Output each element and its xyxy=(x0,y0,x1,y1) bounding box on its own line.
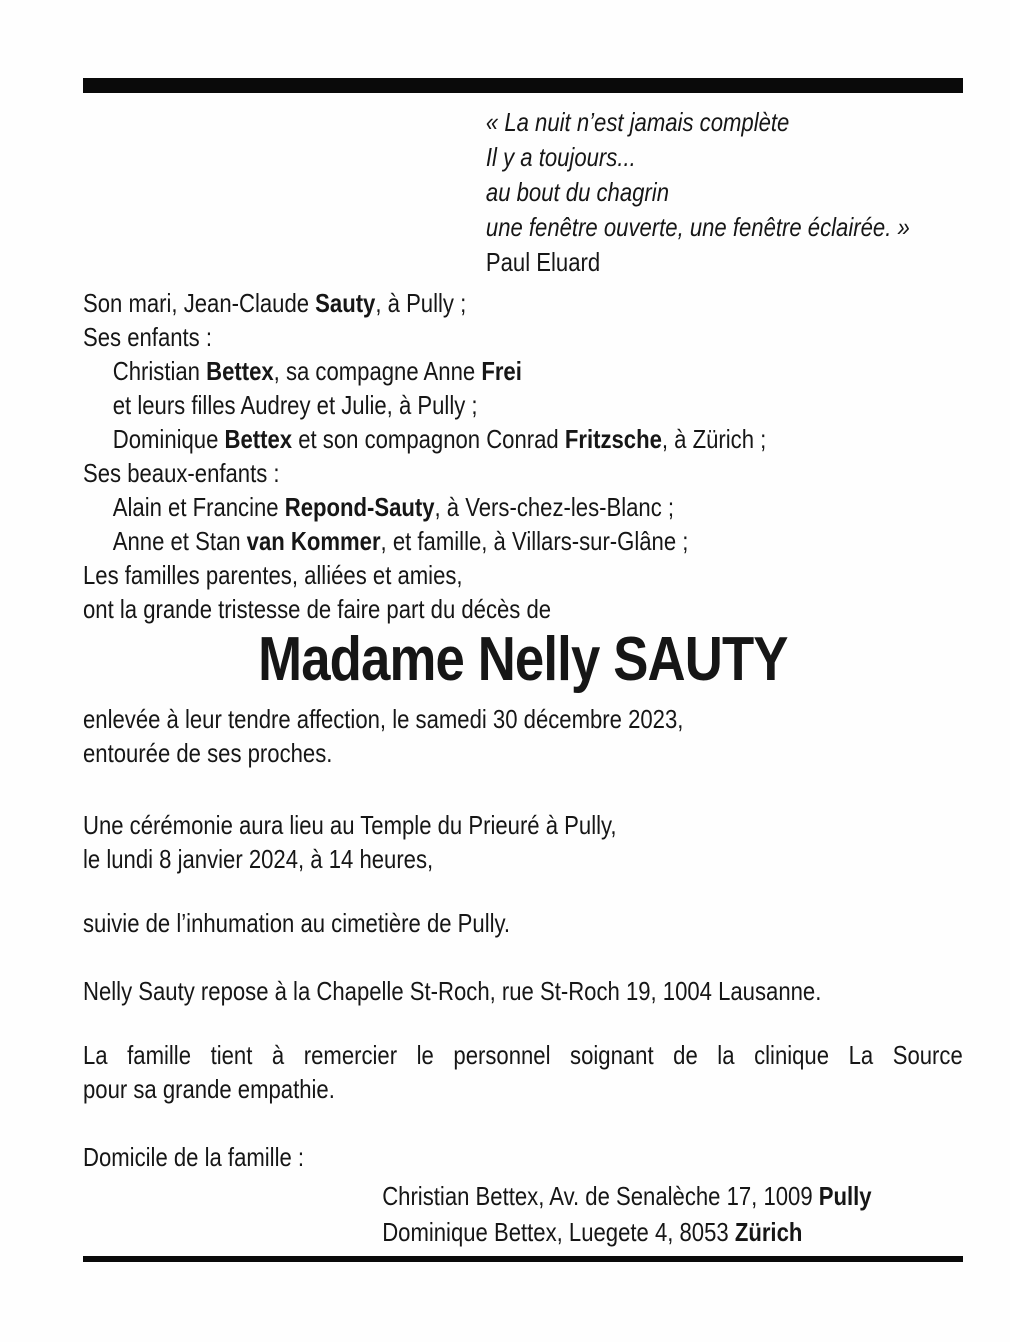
quote-line: une fenêtre ouverte, une fenêtre éclairée. » xyxy=(485,212,910,242)
family-list xyxy=(83,286,963,626)
emphasized-name: Bettex xyxy=(206,356,274,386)
emphasized-name: Sauty xyxy=(315,288,376,318)
text-line xyxy=(83,592,963,626)
emphasized-name: Pully xyxy=(818,1181,872,1211)
quote-line: « La nuit n’est jamais complète xyxy=(485,107,790,137)
text-line: La famille tient à remercier le personnel soignant de la clinique La Source xyxy=(83,1040,963,1070)
text-segment: Les familles parentes, alliées et amies, xyxy=(83,560,463,590)
text-line xyxy=(83,286,963,320)
text-line xyxy=(83,422,963,456)
passing-paragraph xyxy=(83,702,963,770)
text-line xyxy=(83,490,963,524)
notice-content xyxy=(83,0,963,1262)
text-segment: , et famille, à Villars-sur-Glâne ; xyxy=(380,526,689,556)
emphasized-name: Repond-Sauty xyxy=(284,492,435,522)
text-segment: , sa compagne Anne xyxy=(273,356,482,386)
text-line: entourée de ses proches. xyxy=(83,738,333,768)
emphasized-name: Fritzsche xyxy=(564,424,662,454)
text-line: Une cérémonie aura lieu au Temple du Prieuré à Pully, xyxy=(83,810,617,840)
quote-line: au bout du chagrin xyxy=(485,177,669,207)
burial-paragraph xyxy=(83,906,963,940)
emphasized-name: Frei xyxy=(481,356,522,386)
text-segment: , à Pully ; xyxy=(375,288,467,318)
emphasized-name: Zürich xyxy=(734,1217,803,1247)
text-segment: Christian xyxy=(112,356,207,386)
text-segment: Dominique xyxy=(112,424,225,454)
text-segment: Dominique Bettex, Luegete 4, 8053 xyxy=(382,1217,735,1247)
emphasized-name: Bettex xyxy=(224,424,293,454)
text-segment: Ses beaux-enfants : xyxy=(83,458,280,488)
text-segment: et leurs filles Audrey et Julie, à Pully ; xyxy=(112,390,478,420)
deceased-name-title: Madame Nelly SAUTY xyxy=(258,625,788,694)
text-segment: et son compagnon Conrad xyxy=(292,424,565,454)
text-line xyxy=(382,1178,963,1214)
text-segment: Alain et Francine xyxy=(112,492,285,522)
repose-paragraph xyxy=(83,974,963,1008)
text-line: le lundi 8 janvier 2024, à 14 heures, xyxy=(83,844,434,874)
text-line xyxy=(83,524,963,558)
text-segment: , à Zürich ; xyxy=(661,424,767,454)
quote-block xyxy=(83,105,963,280)
text-segment: , à Vers-chez-les-Blanc ; xyxy=(434,492,675,522)
text-line: enlevée à leur tendre affection, le samedi 30 décembre 2023, xyxy=(83,704,684,734)
top-rule xyxy=(83,78,963,93)
ceremony-paragraph xyxy=(83,808,963,876)
text-line: Domicile de la famille : xyxy=(83,1142,305,1172)
text-line xyxy=(382,1214,963,1250)
text-line xyxy=(83,354,963,388)
text-segment: ont la grande tristesse de faire part du décès de xyxy=(83,594,552,624)
text-segment: Christian Bettex, Av. de Senalèche 17, 1009 xyxy=(382,1181,819,1211)
text-line xyxy=(83,388,963,422)
text-line: suivie de l’inhumation au cimetière de Pully. xyxy=(83,908,511,938)
emphasized-name: van Kommer xyxy=(246,526,381,556)
quote-attribution: Paul Eluard xyxy=(485,247,601,277)
text-line xyxy=(83,558,963,592)
text-line xyxy=(83,320,963,354)
bottom-rule xyxy=(83,1256,963,1262)
thanks-paragraph xyxy=(83,1038,963,1106)
text-segment: Anne et Stan xyxy=(112,526,247,556)
address-block xyxy=(83,1178,963,1250)
text-line: Nelly Sauty repose à la Chapelle St-Roch, rue St-Roch 19, 1004 Lausanne. xyxy=(83,976,822,1006)
text-line xyxy=(83,456,963,490)
text-segment: Son mari, Jean-Claude xyxy=(83,288,316,318)
text-line: pour sa grande empathie. xyxy=(83,1074,335,1104)
domicile-label xyxy=(83,1140,963,1174)
text-segment: Ses enfants : xyxy=(83,322,213,352)
quote-line: Il y a toujours... xyxy=(485,142,636,172)
